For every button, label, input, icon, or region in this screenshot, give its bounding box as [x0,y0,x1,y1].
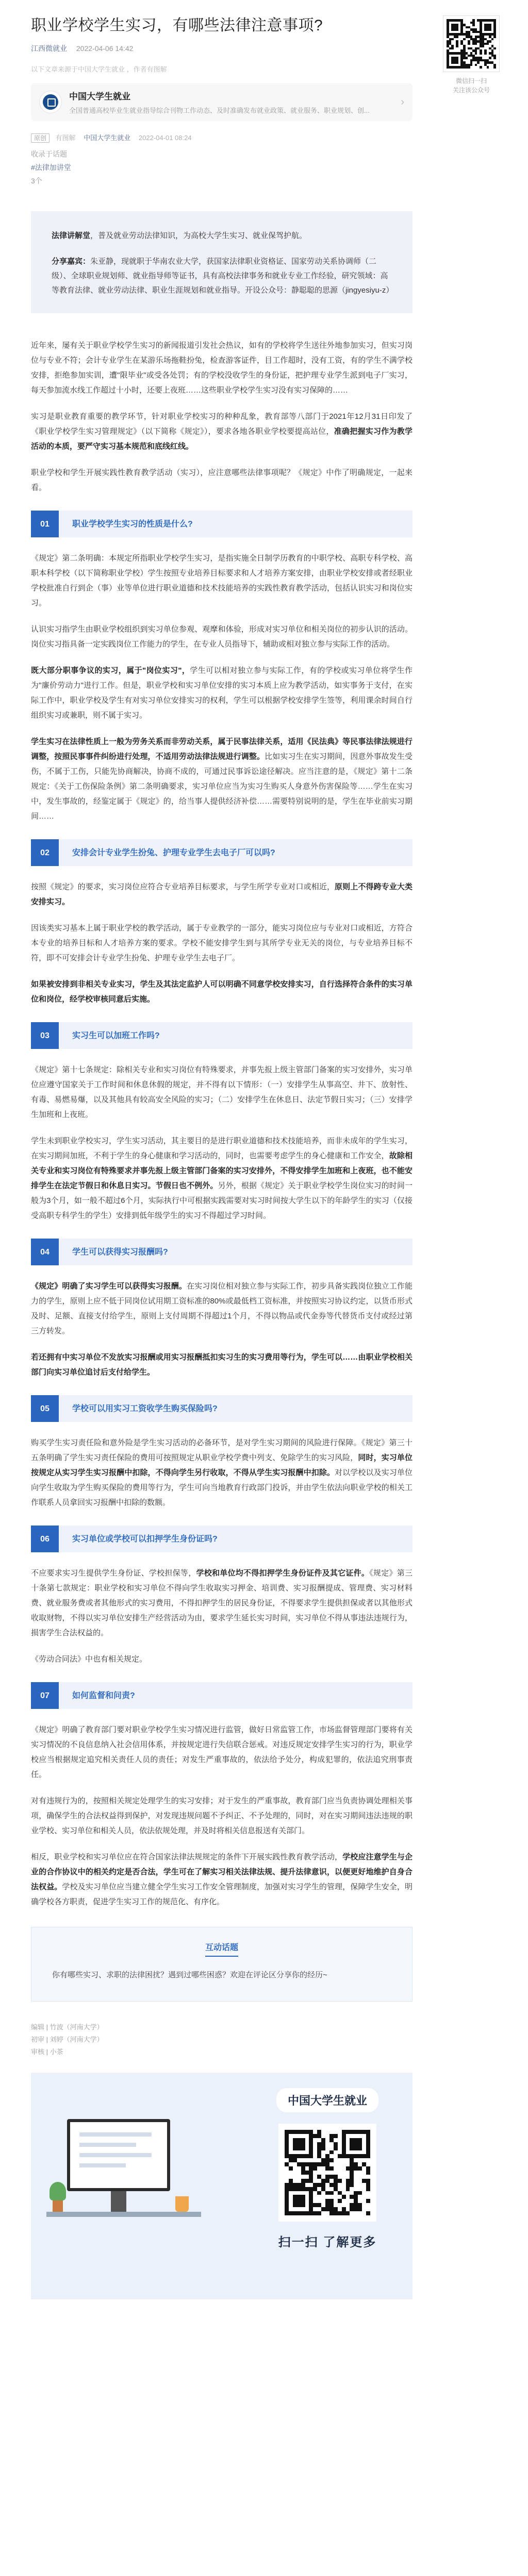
credit-approver: 审核 | 小茶 [31,2048,63,2056]
body-para: 若还拥有中实习单位不发放实习报酬或用实习报酬抵扣实习生的实习费用等行为，学生可以……由职业学校相关部门向实习单位追讨后支付给学生。 [31,1353,412,1377]
account-card-text [69,89,395,115]
section-number: 06 [31,1526,59,1552]
intro-text-2: 朱亚静，现就职于华南农业大学，获国家法律职业资格证、国家劳动关系协调师（二级）、全球职业规划师、就业指导师等证书，具有高校法律事务和就业专业工作经验，研究领域：高等教育法律、就业劳动法律、职业生涯规划和就业指导。开设公众号：静聪聪的思源（jingyesiyu-z） [52,257,394,295]
body-para: 如果被安排到非相关专业实习，学生及其法定监护人可以明确不同意学校安排实习，自行选择符合条件的实习单位和岗位，经学校审核同意后实施。 [31,980,412,1004]
promo-qr-code[interactable] [278,2124,376,2222]
body-para: 相反，职业学校和实习单位应在符合国家法律法规规定的条件下开展实践性教育教学活动，学校应注意学生与企业的合作协议中的相关约定是否合法，学生可在了解实习相关法律法规、提升法律意识，以便更好地维护自身合法权益。学校及实习单位应当建立健全学生实习工作安全管理制度，加强对实习学生的管理，保障学生安全，明确学校各方职责，促进学生实习工作的规范化、有序化。 [31,1853,412,1906]
original-author: 有图解 [55,134,76,142]
section-number: 02 [31,839,59,866]
source-note: 以下文章来源于中国大学生就业 ，作者有图解 [31,65,167,73]
account-desc: 全国普通高校毕业生就业指导综合刊物工作动态、及时准确发布就业政策、就业服务、职业规划、创... [69,107,370,114]
chevron-right-icon: › [401,96,404,108]
intro-para-2 [52,255,392,298]
promo-cta: 扫一扫 了解更多 [278,2235,377,2249]
mug-illustration [175,2196,189,2212]
original-badge: 原创 [31,133,50,143]
intro-text-1: ，普及就业劳动法律知识，为高校大学生实习、就业保驾护航。 [90,231,307,240]
source-account-card[interactable] [31,83,412,121]
article-title: 职业学校学生实习，有哪些法律注意事项? [31,17,323,34]
qr-caption [440,76,502,95]
intro-bold-2: 分享嘉宾： [52,257,91,266]
interaction-heading: 互动话题 [205,1941,238,1957]
article-body [31,15,412,2299]
body-para: 学生未到职业学校实习，学生实习活动，其主要目的是进行职业道德和技术技能培养，而非未成年的学生实习，在实习期间加班，不利于学生的身心健康和学习活动的，同时，也需要考虑学生的身心健康和工作安全，故除相关专业和实习岗位有特殊要求并事先报上级主管部门备案的实习安排外，不得安排学生加班和上夜班，也不能安排学生在法定节假日和休息日实习。节假日也不例外。另外，根据《规定》关于职业学校学生岗位实习的时间一般为3个月，如一般不超过6个月，实际执行中可根据实践需要对实习时间按大学生以下的年龄学生的实习（仅接受高职专科学生的学生）安排到低年级学生的实习不得超过学习时间。 [31,1137,412,1220]
account-logo-icon [39,91,62,113]
section-number: 07 [31,1682,59,1709]
credit-editor: 编辑 | 竹波（河南大学） [31,2023,104,2031]
source-account-link[interactable]: 江西微就业 [31,44,67,53]
section-header-07 [31,1682,412,1709]
article-meta [31,43,412,54]
section-title: 如何监督和问责? [72,1691,135,1700]
section-title: 实习单位或学校可以扣押学生身份证吗? [72,1534,218,1544]
section-title: 职业学校学生实习的性质是什么? [72,519,193,529]
body-para: 认识实习指学生由职业学校组织到实习单位参观、观摩和体验，形成对实习单位和相关岗位的初步认识的活动。岗位实习指具备一定实践岗位工作能力的学生，在专业人员指导下，辅助或相对独立参与实际工作的活动。 [31,625,412,649]
section-header-05 [31,1395,412,1422]
section-title: 学校可以用实习工资收学生购买保险吗? [72,1404,218,1413]
intro-box [31,211,412,313]
body-para: 对有违规行为的，按照相关规定处理学生的实习安排；对于发生的严重事故，教育部门应当负责协调处理相关事项，确保学生的合法权益得到保护，对发现违规问题不予纠正、不予处理的，同时，对在实习期间违法违规的职业学校、实习单位和相关人员，依法依规处理，并及时将相关信息报送有关部门。 [31,1797,412,1835]
qr-code-icon [285,2130,370,2215]
article-content [31,338,412,1909]
interaction-text: 你有哪些实习、求职的法律困扰？遇到过哪些困惑？欢迎在评论区分享你的经历~ [52,1971,327,1979]
interaction-topic-box [31,1927,412,2002]
section-header-04 [31,1239,412,1265]
qr-caption-line2: 关注该公众号 [452,87,490,94]
body-para: 因该类实习基本上属于职业学校的教学活动，属于专业教学的一部分，能实习岗位应与专业对口或相近，方符合本专业的培养目标和人才培养方案的要求。学校不能安排学生到与其所学专业无关的岗位，与专业培养目标不符，即不可安排会计专业学生扮兔、护理专业学生去电子厂。 [31,924,412,962]
desk-illustration [46,2119,201,2238]
section-header-01 [31,511,412,537]
section-number: 05 [31,1395,59,1422]
account-name: 中国大学生就业 [69,92,130,101]
original-date: 2022-04-01 08:24 [138,134,192,142]
intro-bold-1: 法律讲解堂 [52,231,91,240]
topic-label: 收录于话题 [31,150,67,158]
body-para: 《劳动合同法》中也有相关规定。 [31,1655,147,1664]
body-para: 购买学生实习责任险和意外险是学生实习活动的必备环节，是对学生实习期间的风险进行保障。《规定》第三十五条明确了学生实习责任保险的费用可按照规定从职业学校学费中列支、免除学生的实习风险，同时，实习单位按规定从实习学生实习报酬中扣除，不得向学生另行收取，不得从学生实习报酬中扣除。对以学校以及实习单位向学生收取为学生购买保险的费用等行为，学生可向当地教育行政部门投诉，并由学生依法向职业学校的相关工作联系人员拿回实习报酬中扣除的数额。 [31,1438,412,1507]
section-header-03 [31,1022,412,1049]
body-para: 不应要求实习生提供学生身份证、学校担保等，学校和单位均不得扣押学生身份证件及其它证件。《规定》第三十条第七款规定：职业学校和实习单位不得向学生收取实习押金、培训费、实习报酬提成、管理费、实习材料费、就业服务费或者其他形式的实习费用，不得扣押学生的居民身份证，不得要求学生提供担保或者以其他形式收取财物，不得以实习单位安排生产经营活动为由，要求学生延长实习时间，实习单位不得从事违法违规行为，损害学生合法权益的。 [31,1569,412,1637]
qr-code-icon [447,19,496,69]
body-para: 《规定》第十七条规定：除相关专业和实习岗位有特殊要求，并事先报上级主管部门备案的实习安排外，实习单位应遵守国家关于工作时间和休息休假的规定，并不得有以下情形：（一）安排学生从事高空、井下、放射性、有毒、易燃易爆，以及其他具有较高安全风险的实习；（二）安排学生在休息日、法定节假日实习；（三）安排学生加班和上夜班。 [31,1065,412,1119]
body-para: 《规定》明确了实习学生可以获得实习报酬。在实习岗位相对独立参与实际工作，初步具备实践岗位独立工作能力的学生，原则上应不低于同岗位试用期工资标准的80%或最低档工资标准，并按照实习协议约定，以货币形式及时、足额、直接支付给学生，原则上支付周期不得超过1个月，不得以物品或代金券等代替货币支付或经过第三方转发。 [31,1282,412,1335]
original-account-link[interactable]: 中国大学生就业 [84,134,131,142]
section-number: 03 [31,1022,59,1049]
monitor-illustration [67,2119,170,2191]
body-para: 按照《规定》的要求，实习岗位应符合专业培养目标要求，与学生所学专业对口或相近，原则上不得跨专业大类安排实习。 [31,883,412,906]
intro-para-1 [52,229,392,243]
topic-count: 3个 [31,177,42,185]
topic-tags [31,147,412,188]
body-para: 既大部分职事争议的实习，属于"岗位实习"，学生可以相对独立参与实际工作，有的学校或实习单位将学生作为"廉价劳动力"进行工作。但是，职业学校和实习单位安排的实习本质上应为教学活动，如实事务于支付，在实际工作中，职业学校及学生有对实习单位安排实习的权利，学生可以根据学校安排学生签等，利用课余时间自行组织实习或兼职，则不属于实习。 [31,666,412,720]
body-para: 学生实习在法律性质上一般为劳务关系而非劳动关系，属于民事法律关系，适用《民法典》等民事法律法规进行调整，按照民事事件纠纷进行处理，不适用劳动法律法规进行调整。比如实习生在实习期间，因意外事故发生受伤，不属于工伤，只能先协商解决，协商不成的，可通过民事诉讼途径解决。应当注意的是，《规定》第十二条规定：《关于工伤保险条例》第二条明确要求，实习单位应当为实习生购买人身意外伤害保险等……学生在实习中，发生事故的，经鉴定属于《规定》的，给当事人提供经济补偿……需要特别说明的是，学生在毕业前实习期间…… [31,737,412,821]
section-title: 学生可以获得实习报酬吗? [72,1247,168,1257]
body-para: 《规定》第二条明确：本规定所指职业学校学生实习，是指实施全日制学历教育的中职学校、高职专科学校、高职本科学校（以下简称职业学校）学生按照专业培养目标要求和人才培养方案安排，由职业学校安排或者经职业学校批准自行到企（事）业等单位进行职业道德和技术技能培养的实践性教育教学活动，包括认识实习和岗位实习。 [31,554,412,607]
section-header-06 [31,1526,412,1552]
original-line [31,132,412,142]
publish-date: 2022-04-06 14:42 [76,44,134,53]
section-number: 01 [31,511,59,537]
qr-caption-line1: 微信扫一扫 [455,77,487,84]
section-title: 实习生可以加班工作吗? [72,1031,160,1040]
follow-promo-banner [31,2073,412,2299]
promo-brand: 中国大学生就业 [276,2088,378,2112]
section-title: 安排会计专业学生扮兔、护理专业学生去电子厂可以吗? [72,848,275,857]
body-para: 《规定》明确了教育部门要对职业学校学生实习情况进行监管，做好日常监管工作，市场监督管理部门要将有关实习情况的不良信息纳入社会信用体系，并按规定进行失信联合惩戒。对违反规定安排学生实习的行为，职业学校应当根据规定追究相关责任人员的责任；对发生严重事故的，依法给予处分，构成犯罪的，依法追究刑事责任。 [31,1725,412,1779]
body-para: 近年来，屡有关于职业学校学生实习的新闻报道引发社会热议，如有的学校将学生送往外地参加实习，但实习岗位与专业不符；会计专业学生在某游乐场拖鞋扮兔，检查游客证件，目工作超时，没有工资，有的学生不满学校安排，拒绝参加实训，遭"限毕业"或受各处罚；有的学校没收学生的身份证，把护理专业学生派到电子厂实习，每天参加流水线工作超过十小时，还要上夜班……这些职业学校学生实习没有实习保障的…… [31,341,412,395]
body-para: 实习是职业教育重要的教学环节，针对职业学校实习的种种乱象，教育部等八部门于2021年12月31日印发了《职业学校学生实习管理规定》（以下简称《规定》），要求各地各职业学校要提高站位，准确把握实习作为教学活动的本质，要严守实习基本规范和底线红线。 [31,412,412,451]
section-number: 04 [31,1239,59,1265]
section-header-02 [31,839,412,866]
body-para: 职业学校和学生开展实践性教育教学活动（实习），应注意哪些法律事项呢？《规定》中作了明确规定，一起来看。 [31,468,412,492]
account-qr-code[interactable] [443,15,500,72]
credit-reviewer: 初审 | 刘婷（河南大学） [31,2036,104,2043]
follow-qr-panel [440,15,502,95]
promo-right [258,2088,397,2250]
credits [31,2021,412,2058]
topic-tag-link[interactable]: #法律加讲堂 [31,163,71,172]
plant-illustration [50,2182,65,2212]
